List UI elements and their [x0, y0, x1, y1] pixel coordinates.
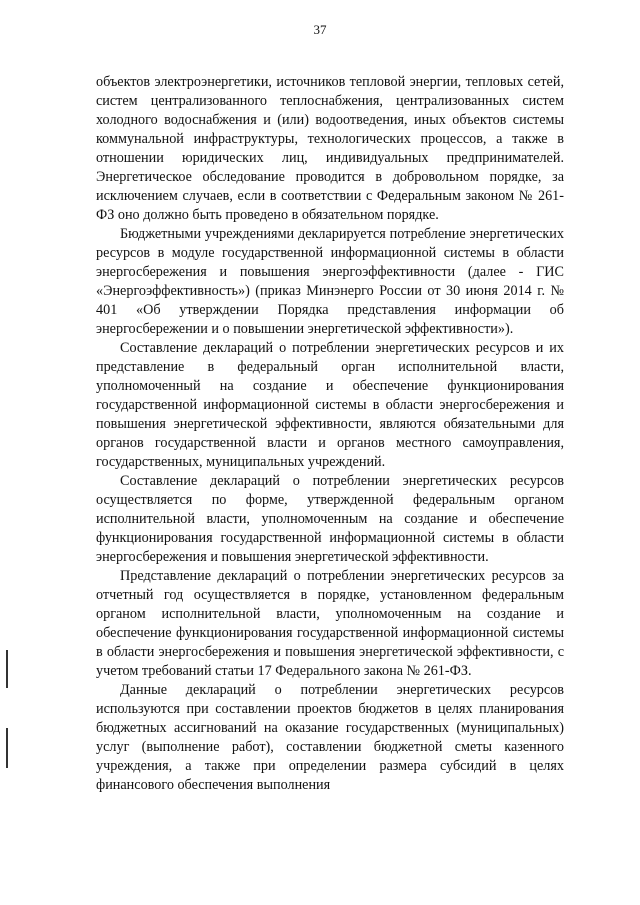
- page-number: 37: [313, 22, 327, 37]
- paragraph-declaration-compilation: Составление деклараций о потреблении энергетических ресурсов и их представление в федеральный орган исполнительной власти, уполномоченный на создание и обеспечение функционирования государственной информационной системы в области энергосбережения и повышения энергетической эффективности, являются обязательными для органов государственной власти и органов местного самоуправления, государственных, муниципальных учреждений.: [96, 340, 564, 470]
- paragraph-declaration-usage: Данные деклараций о потреблении энергетических ресурсов используются при составлении проектов бюджетов в целях планирования бюджетных ассигнований на оказание государственных (муниципальных) услуг (выполнение работ), составлении бюджетной сметы казенного учреждения, а также при определении размера субсидий в целях финансового обеспечения выполнения: [96, 682, 564, 793]
- scan-edge-mark: [6, 728, 8, 768]
- document-body: [96, 73, 564, 795]
- paragraph-declaration-submission: Представление деклараций о потреблении энергетических ресурсов за отчетный год осуществляется в порядке, установленном федеральным органом исполнительной власти, уполномоченным на создание и обеспечение функционирования государственной информационной системы в области энергосбережения и повышения энергетической эффективности, с учетом требований статьи 17 Федерального закона № 261-ФЗ.: [96, 568, 564, 679]
- paragraph-declaration-form: Составление деклараций о потреблении энергетических ресурсов осуществляется по форме, утвержденной федеральным органом исполнительной власти, уполномоченным на создание и обеспечение функционирования государственной информационной системы в области энергосбережения и повышения энергетической эффективности.: [96, 473, 564, 565]
- scan-edge-mark: [6, 650, 8, 688]
- paragraph-budget-declaration: Бюджетными учреждениями декларируется потребление энергетических ресурсов в модуле государственной информационной системы в области энергосбережения и повышения энергоэффективности (далее - ГИС «Энергоэффективность») (приказ Минэнерго России от 30 июня 2014 г. № 401 «Об утверждении Порядка представления информации об энергосбережении и о повышении энергетической эффективности»).: [96, 226, 564, 337]
- paragraph-continuation: объектов электроэнергетики, источников тепловой энергии, тепловых сетей, систем централизованного теплоснабжения, централизованных систем холодного водоснабжения и (или) водоотведения, иных объектов системы коммунальной инфраструктуры, технологических процессов, а также в отношении юридических лиц, индивидуальных предпринимателей. Энергетическое обследование проводится в добровольном порядке, за исключением случаев, если в соответствии с Федеральным законом № 261-ФЗ оно должно быть проведено в обязательном порядке.: [96, 74, 564, 223]
